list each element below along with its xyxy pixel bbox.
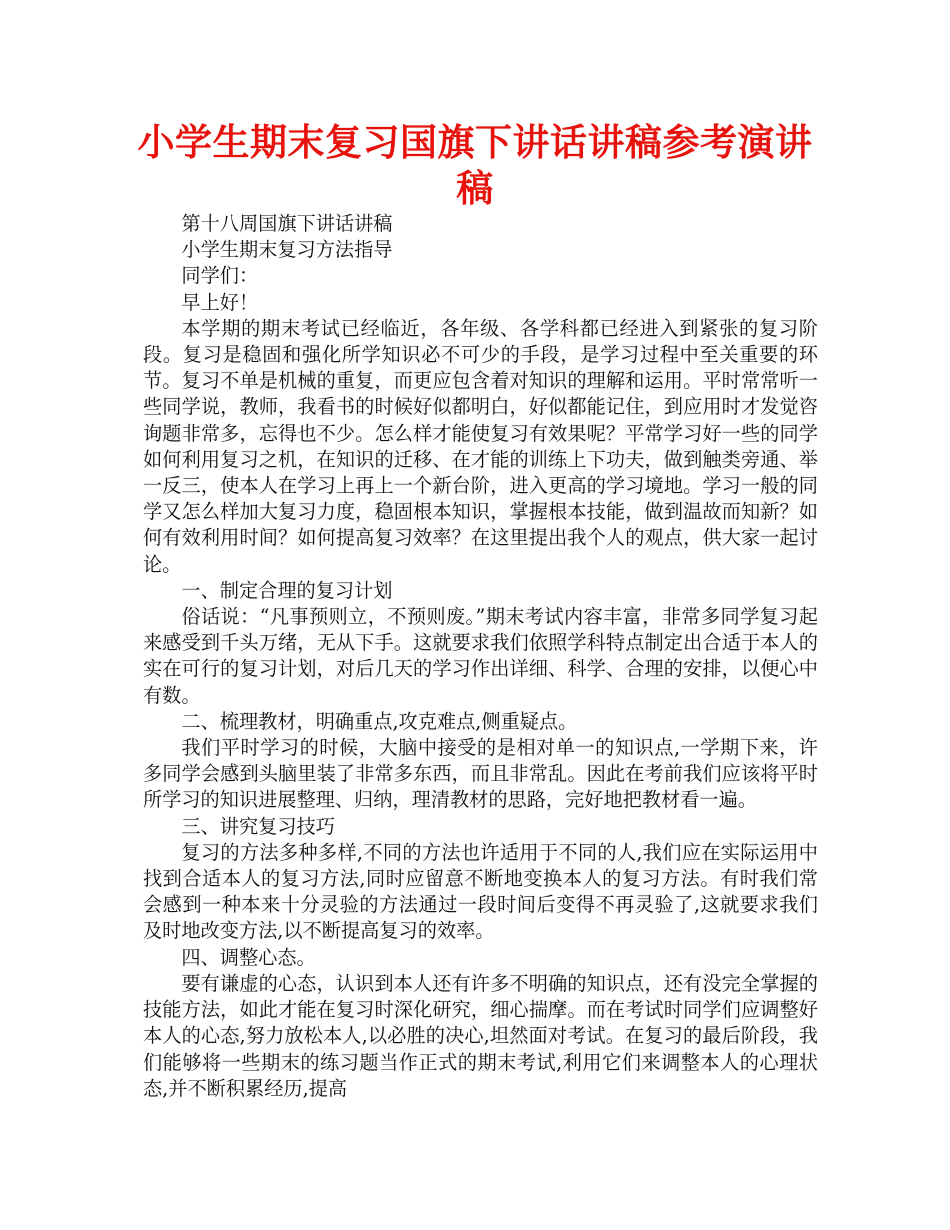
section-heading: 四、调整心态。 [181, 945, 316, 969]
document-body [143, 211, 818, 1102]
document-title: 小学生期末复习国旗下讲话讲稿参考演讲稿 [137, 121, 813, 210]
section-heading: 一、制定合理的复习计划 [181, 578, 393, 602]
body-paragraph: 要有谦虚的心态，认识到本人还有许多不明确的知识点，还有没完全掌握的技能方法，如此才能在复习时深化研究，细心揣摩。而在考试时同学们应调整好本人的心态,努力放松本人,以必胜的决心,坦然面对考试。在复习的最后阶段，我们能够将一些期末的练习题当作正式的期末考试,利用它们来调整本人的心理状态,并不断积累经历,提高 [143, 971, 818, 1100]
heading-line: 第十八周国旗下讲话讲稿 [181, 212, 393, 235]
greeting: 早上好！ [181, 290, 259, 314]
salutation: 同学们： [181, 264, 259, 288]
body-paragraph: 我们平时学习的时候，大脑中接受的是相对单一的知识点,一学期下来，许多同学会感到头脑里装了非常多东西，而且非常乱。因此在考前我们应该将平时所学习的知识进展整理、归纳，理清教材的思路，完好地把教材看一遍。 [143, 736, 818, 812]
body-paragraph: 俗话说：“凡事预则立，不预则废。”期末考试内容丰富，非常多同学复习起来感受到千头万绪，无从下手。这就要求我们依照学科特点制定出合适于本人的实在可行的复习计划，对后几天的学习作出详细、科学、合理的安排，以便心中有数。 [143, 605, 818, 707]
section-heading: 二、梳理教材，明确重点,攻克难点,侧重疑点。 [181, 709, 578, 733]
subheading-line: 小学生期末复习方法指导 [181, 238, 393, 262]
section-heading: 三、讲究复习技巧 [181, 814, 335, 838]
body-paragraph: 复习的方法多种多样,不同的方法也许适用于不同的人,我们应在实际运用中找到合适本人的复习方法,同时应留意不断地变换本人的复习方法。有时我们常会感到一种本来十分灵验的方法通过一段时间后变得不再灵验了,这就要求我们及时地改变方法,以不断提高复习的效率。 [143, 840, 818, 943]
intro-paragraph: 本学期的期末考试已经临近，各年级、各学科都已经进入到紧张的复习阶段。复习是稳固和强化所学知识必不可少的手段，是学习过程中至关重要的环节。复习不单是机械的重复，而更应包含着对知识的理解和运用。平时常常听一些同学说，教师，我看书的时候好似都明白，好似都能记住，到应用时才发觉咨询题非常多，忘得也不少。怎么样才能使复习有效果呢？平常学习好一些的同学如何利用复习之机，在知识的迁移、在才能的训练上下功夫，做到触类旁通、举一反三，使本人在学习上再上一个新台阶，进入更高的学习境地。学习一般的同学又怎么样加大复习力度，稳固根本知识，掌握根本技能，做到温故而知新？如何有效利用时间？如何提高复习效率？在这里提出我个人的观点，供大家一起讨论。 [143, 316, 818, 576]
